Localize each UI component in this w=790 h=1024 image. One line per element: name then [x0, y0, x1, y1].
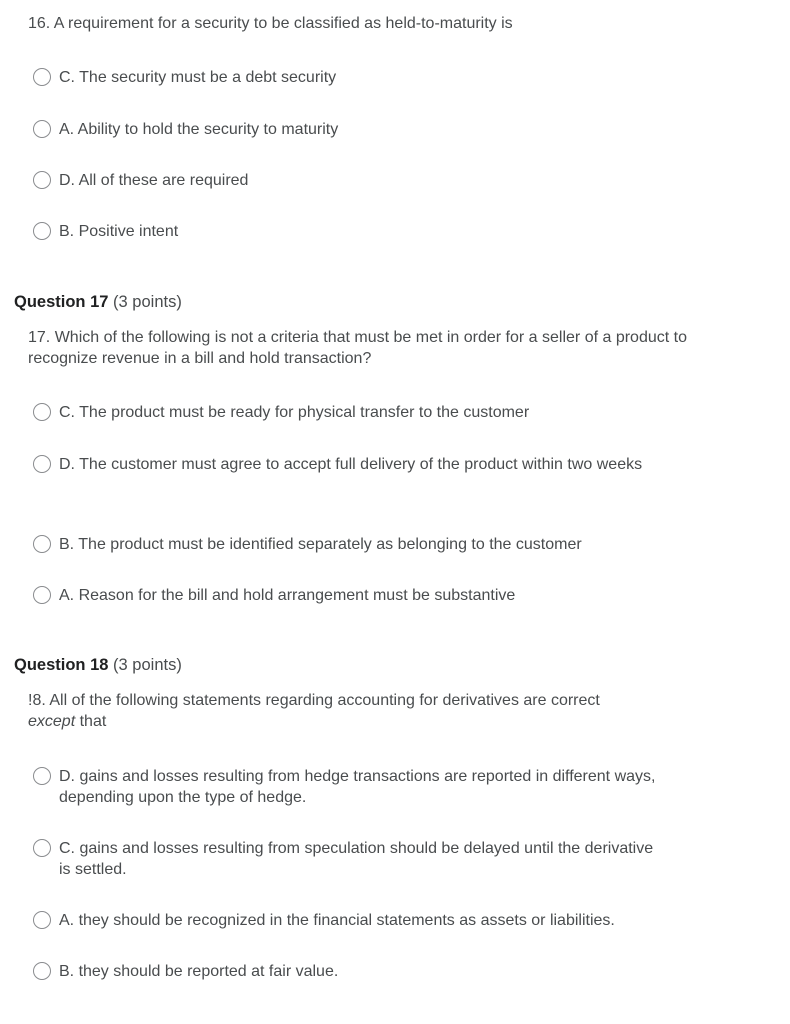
radio-button[interactable]: [33, 586, 51, 604]
question-number: Question 17: [14, 293, 109, 311]
option-label: C. The product must be ready for physical transfer to the customer: [59, 404, 530, 421]
radio-button[interactable]: [33, 535, 51, 553]
question-18-text: [28, 690, 688, 732]
option-label: D. All of these are required: [59, 172, 249, 189]
q17-option-c[interactable]: [33, 402, 693, 423]
radio-button[interactable]: [33, 839, 51, 857]
radio-button[interactable]: [33, 767, 51, 785]
q18-option-d[interactable]: [33, 766, 693, 808]
option-label: D. The customer must agree to accept full delivery of the product within two weeks: [59, 456, 643, 473]
q18-option-b[interactable]: [33, 961, 693, 982]
radio-button[interactable]: [33, 222, 51, 240]
q17-option-d[interactable]: [33, 454, 693, 475]
question-text-emphasis: except: [28, 713, 76, 730]
option-label: B. The product must be identified separately as belonging to the customer: [59, 536, 582, 553]
question-18-heading: [14, 656, 182, 675]
q16-option-b[interactable]: [33, 221, 693, 242]
q17-option-b[interactable]: [33, 534, 693, 555]
question-points: (3 points): [113, 656, 182, 674]
radio-button[interactable]: [33, 120, 51, 138]
q18-option-a[interactable]: [33, 910, 693, 931]
option-label: C. The security must be a debt security: [59, 69, 337, 86]
q16-option-a[interactable]: [33, 119, 693, 140]
option-label: A. Reason for the bill and hold arrangement must be substantive: [59, 587, 516, 604]
option-label: C. gains and losses resulting from speculation should be delayed until the derivative is settled.: [59, 840, 654, 878]
option-label: B. they should be reported at fair value.: [59, 963, 339, 980]
option-label: B. Positive intent: [59, 223, 179, 240]
radio-button[interactable]: [33, 68, 51, 86]
question-16-text: 16. A requirement for a security to be classified as held-to-maturity is: [28, 15, 513, 32]
q16-option-c[interactable]: [33, 67, 693, 88]
question-text-main: !8. All of the following statements regarding accounting for derivatives are correct: [28, 692, 600, 709]
radio-button[interactable]: [33, 911, 51, 929]
question-17-text: 17. Which of the following is not a criteria that must be met in order for a seller of a product to recognize revenue in a bill and hold transaction?: [28, 329, 687, 367]
question-17-heading: [14, 293, 182, 312]
option-label: A. they should be recognized in the financial statements as assets or liabilities.: [59, 912, 615, 929]
question-number: Question 18: [14, 656, 109, 674]
radio-button[interactable]: [33, 403, 51, 421]
question-text-tail: that: [79, 713, 107, 730]
radio-button[interactable]: [33, 962, 51, 980]
option-label: D. gains and losses resulting from hedge transactions are reported in different ways, depending upon the type of hedge.: [59, 768, 656, 806]
q16-option-d[interactable]: [33, 170, 693, 191]
question-points: (3 points): [113, 293, 182, 311]
radio-button[interactable]: [33, 455, 51, 473]
option-label: A. Ability to hold the security to maturity: [59, 121, 339, 138]
q17-option-a[interactable]: [33, 585, 693, 606]
q18-option-c[interactable]: [33, 838, 693, 880]
radio-button[interactable]: [33, 171, 51, 189]
